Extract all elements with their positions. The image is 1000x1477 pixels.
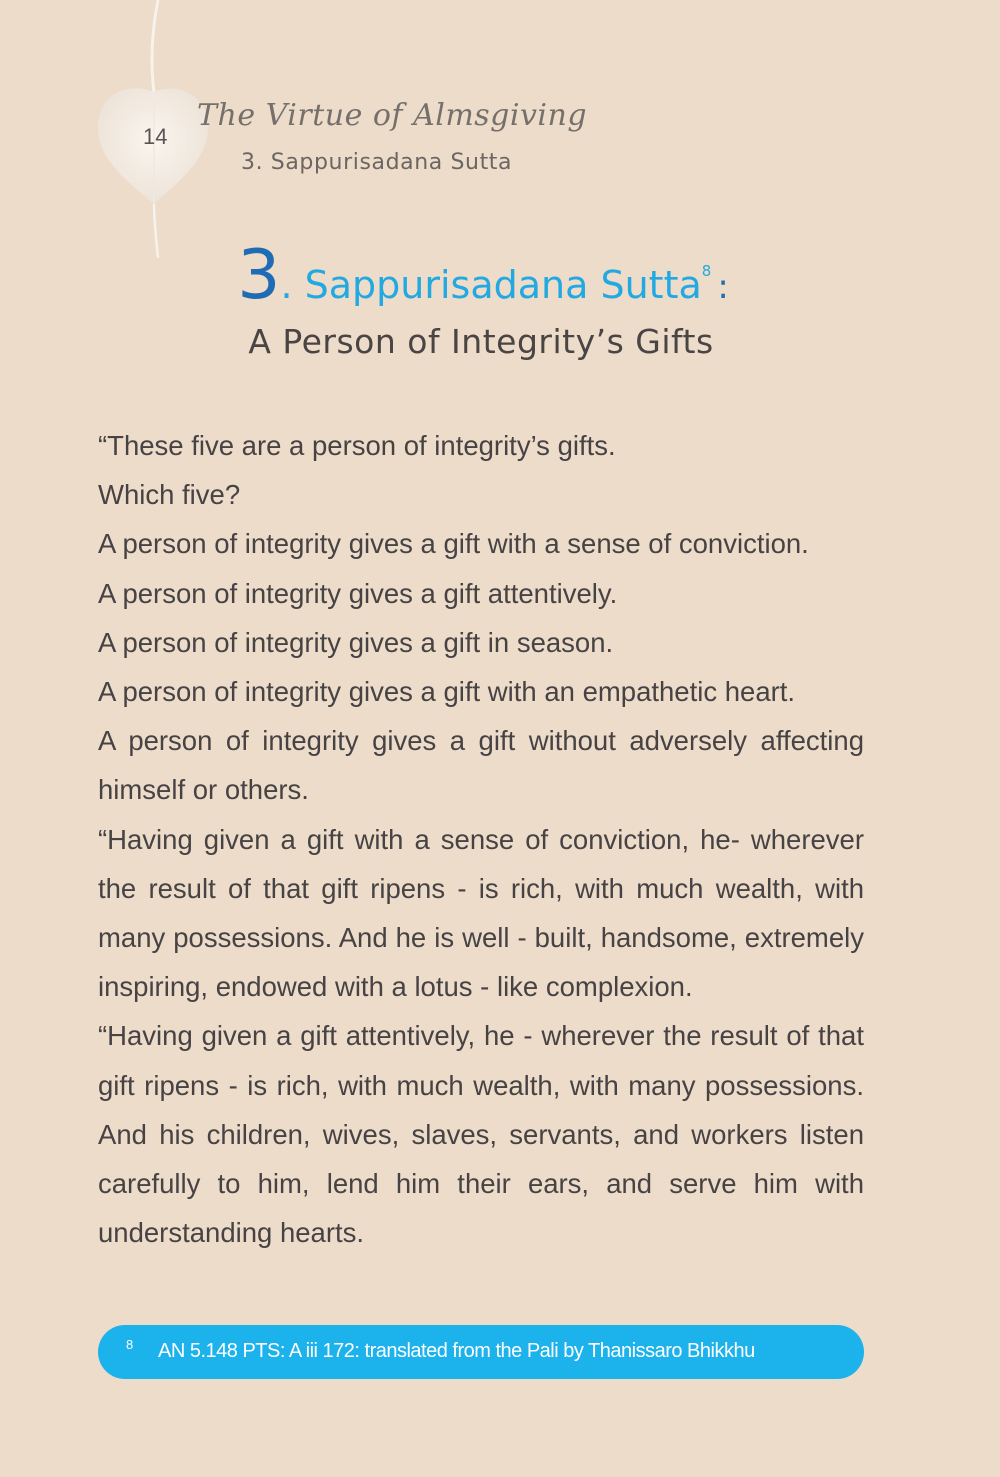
body-paragraph: Which five? [98, 479, 241, 511]
chapter-title [0, 236, 966, 315]
body-paragraph: A person of integrity gives a gift in season. [98, 626, 614, 658]
book-title: The Virtue of Almsgiving [197, 98, 588, 133]
body-paragraph: A person of integrity gives a gift without adversely affecting himself or others. [98, 725, 864, 806]
running-head: 3. Sappurisadana Sutta [241, 150, 513, 175]
footnote-text: AN 5.148 PTS: A iii 172: translated from the Pali by Thanissaro Bhikkhu [158, 1340, 755, 1362]
body-paragraph: “These five are a person of integrity’s gifts. [98, 430, 616, 461]
body-paragraph: A person of integrity gives a gift with a sense of conviction. [98, 528, 809, 560]
footnote-marker: 8 [126, 1337, 134, 1352]
page-number: 14 [143, 124, 168, 149]
body-text [98, 421, 864, 1257]
chapter-colon: : [717, 267, 729, 307]
chapter-name: . Sappurisadana Sutta [280, 263, 702, 307]
body-paragraph: “Having given a gift with a sense of conviction, he- wherever the result of that gift ripens - is rich, with much wealth, with many possessions. And he is well - built, handsome, extremely inspiring, endowed with a lotus - like complexion. [98, 823, 864, 1003]
chapter-subtitle: A Person of Integrity’s Gifts [248, 322, 714, 361]
footnote-reference[interactable]: 8 [701, 262, 712, 280]
body-paragraph: “Having given a gift attentively, he - wherever the result of that gift ripens - is rich, with much wealth, with many possessions. And his children, wives, slaves, servants, and workers listen carefully to him, lend him their ears, and serve him with understanding hearts. [98, 1020, 864, 1249]
footnote-bar [98, 1325, 864, 1379]
body-paragraph: A person of integrity gives a gift attentively. [98, 577, 618, 609]
chapter-number: 3 [237, 236, 281, 315]
body-paragraph: A person of integrity gives a gift with an empathetic heart. [98, 676, 796, 708]
